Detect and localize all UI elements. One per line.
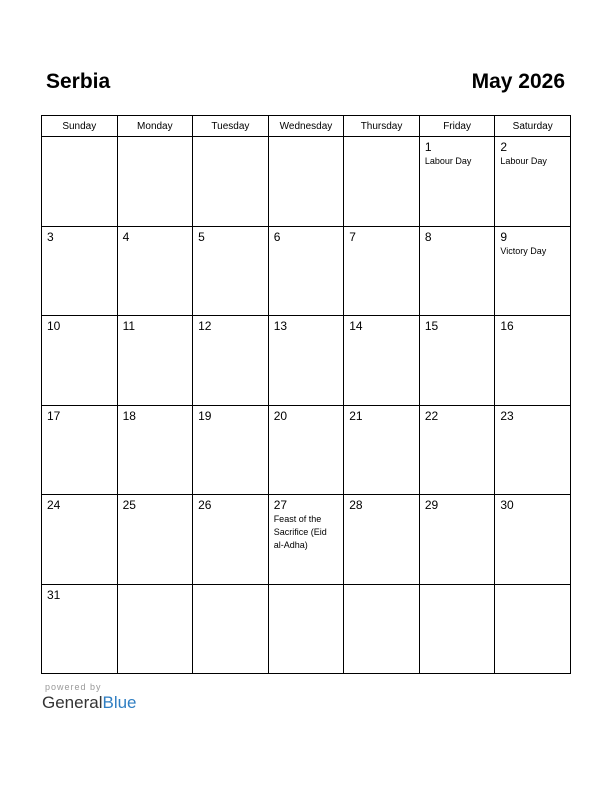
- weekday-header-row: [42, 116, 571, 137]
- holiday-label: Labour Day: [500, 156, 547, 166]
- week-row: [42, 316, 571, 406]
- calendar-grid: [41, 115, 571, 674]
- day-cell: [193, 405, 269, 495]
- day-cell-content: [495, 137, 570, 171]
- day-cell-content: [193, 137, 268, 143]
- day-cell-content: [420, 137, 495, 171]
- day-number: 19: [198, 408, 212, 423]
- day-number: 21: [349, 408, 363, 423]
- day-cell: [268, 316, 344, 406]
- day-number: 15: [424, 319, 439, 333]
- footer-branding: [42, 682, 137, 713]
- day-cell: [42, 584, 118, 674]
- day-number: 5: [198, 229, 205, 244]
- day-cell: [344, 405, 420, 495]
- day-number: 16: [500, 319, 514, 333]
- day-number: 3: [47, 229, 54, 244]
- day-cell: [193, 316, 269, 406]
- powered-by-text: powered by: [45, 682, 102, 692]
- day-cell: [268, 137, 344, 227]
- day-cell: [193, 137, 269, 227]
- day-cell-content: [42, 406, 117, 426]
- country-title: Serbia: [46, 70, 111, 93]
- day-cell-content: [420, 406, 495, 426]
- day-number: 28: [349, 498, 363, 512]
- day-cell-content: [344, 137, 419, 143]
- day-cell-content: [42, 316, 117, 336]
- day-cell: [42, 226, 118, 316]
- day-number: 25: [122, 498, 136, 512]
- day-cell: [193, 226, 269, 316]
- day-number: 10: [47, 319, 61, 333]
- day-cell-content: [495, 495, 570, 515]
- day-cell-content: [269, 316, 344, 336]
- week-row: [42, 405, 571, 495]
- day-cell: [268, 405, 344, 495]
- holiday-label: Labour Day: [424, 156, 472, 166]
- day-cell-content: [269, 137, 344, 143]
- day-cell: [268, 584, 344, 674]
- day-number: 17: [47, 408, 61, 423]
- brand-logo: [42, 693, 137, 713]
- brand-general-text: General: [42, 693, 103, 712]
- day-number: 30: [500, 498, 514, 512]
- day-number: 9: [500, 229, 508, 244]
- day-cell-content: [420, 316, 495, 336]
- week-row: [42, 137, 571, 227]
- day-cell: [344, 137, 420, 227]
- day-cell-content: [118, 137, 193, 143]
- day-cell-content: [344, 227, 419, 247]
- day-cell-content: [269, 495, 344, 555]
- day-number: 12: [198, 319, 212, 333]
- day-number: 13: [273, 319, 288, 333]
- day-cell-content: [495, 227, 570, 261]
- day-cell: [495, 137, 571, 227]
- day-cell: [42, 137, 118, 227]
- day-cell: [495, 495, 571, 585]
- day-cell: [117, 584, 193, 674]
- day-cell-content: [118, 227, 193, 247]
- day-number: 20: [273, 408, 288, 423]
- day-cell: [117, 137, 193, 227]
- day-number: 31: [47, 587, 61, 602]
- day-cell: [268, 226, 344, 316]
- day-cell: [419, 584, 495, 674]
- day-cell-content: [42, 137, 117, 143]
- day-cell-content: [42, 227, 117, 247]
- month-year-title: May 2026: [471, 70, 565, 93]
- day-cell-content: [269, 406, 344, 426]
- day-cell-content: [344, 495, 419, 515]
- day-cell: [42, 495, 118, 585]
- day-cell: [344, 226, 420, 316]
- weekday-header: Saturday: [495, 116, 571, 137]
- day-cell-content: [269, 585, 344, 591]
- day-number: 27: [273, 498, 288, 512]
- day-number: 22: [424, 408, 439, 423]
- day-cell-content: [193, 316, 268, 336]
- day-number: 6: [273, 229, 281, 244]
- weekday-header: Sunday: [42, 116, 118, 137]
- weekday-header: Tuesday: [193, 116, 269, 137]
- holiday-label: Feast of the Sacrifice (Eid al-Adha): [273, 514, 327, 550]
- day-number: 23: [500, 408, 514, 423]
- day-number: 26: [198, 498, 212, 512]
- week-row: [42, 584, 571, 674]
- day-cell: [42, 316, 118, 406]
- day-cell: [344, 584, 420, 674]
- day-number: 4: [122, 229, 130, 244]
- day-cell-content: [42, 585, 117, 605]
- day-cell: [495, 584, 571, 674]
- day-cell: [117, 405, 193, 495]
- day-cell: [495, 405, 571, 495]
- day-cell-content: [344, 316, 419, 336]
- weekday-header: Monday: [117, 116, 193, 137]
- day-cell-content: [193, 495, 268, 515]
- day-cell: [344, 316, 420, 406]
- day-cell-content: [118, 406, 193, 426]
- day-cell: [419, 137, 495, 227]
- day-cell-content: [420, 227, 495, 247]
- day-cell-content: [118, 585, 193, 591]
- day-number: 8: [424, 229, 432, 244]
- day-cell: [268, 495, 344, 585]
- day-number: 29: [424, 498, 439, 512]
- brand-blue-text: Blue: [102, 693, 137, 712]
- day-cell: [193, 584, 269, 674]
- day-cell-content: [269, 227, 344, 247]
- weekday-header: Thursday: [344, 116, 420, 137]
- day-cell-content: [193, 406, 268, 426]
- day-number: 1: [424, 140, 432, 154]
- day-number: 2: [500, 140, 508, 154]
- week-row: [42, 495, 571, 585]
- day-cell-content: [344, 585, 419, 591]
- day-number: 24: [47, 498, 61, 512]
- day-cell: [419, 226, 495, 316]
- day-cell-content: [495, 406, 570, 426]
- day-cell: [344, 495, 420, 585]
- day-cell-content: [118, 495, 193, 515]
- day-cell: [419, 316, 495, 406]
- day-cell-content: [118, 316, 193, 336]
- day-cell: [419, 495, 495, 585]
- week-row: [42, 226, 571, 316]
- weekday-header: Wednesday: [268, 116, 344, 137]
- day-number: 14: [349, 319, 363, 333]
- day-cell: [42, 405, 118, 495]
- day-cell: [193, 495, 269, 585]
- day-cell-content: [420, 585, 495, 591]
- day-cell-content: [495, 316, 570, 336]
- day-cell: [117, 316, 193, 406]
- day-cell-content: [495, 585, 570, 591]
- day-cell: [419, 405, 495, 495]
- day-cell: [495, 226, 571, 316]
- day-cell: [117, 495, 193, 585]
- day-cell-content: [42, 495, 117, 515]
- weekday-header: Friday: [419, 116, 495, 137]
- day-number: 11: [122, 319, 136, 333]
- day-cell-content: [193, 585, 268, 591]
- day-number: 18: [122, 408, 136, 423]
- day-cell: [495, 316, 571, 406]
- day-cell-content: [193, 227, 268, 247]
- holiday-label: Victory Day: [500, 245, 547, 256]
- day-cell: [117, 226, 193, 316]
- day-number: 7: [349, 229, 356, 244]
- day-cell-content: [344, 406, 419, 426]
- day-cell-content: [420, 495, 495, 515]
